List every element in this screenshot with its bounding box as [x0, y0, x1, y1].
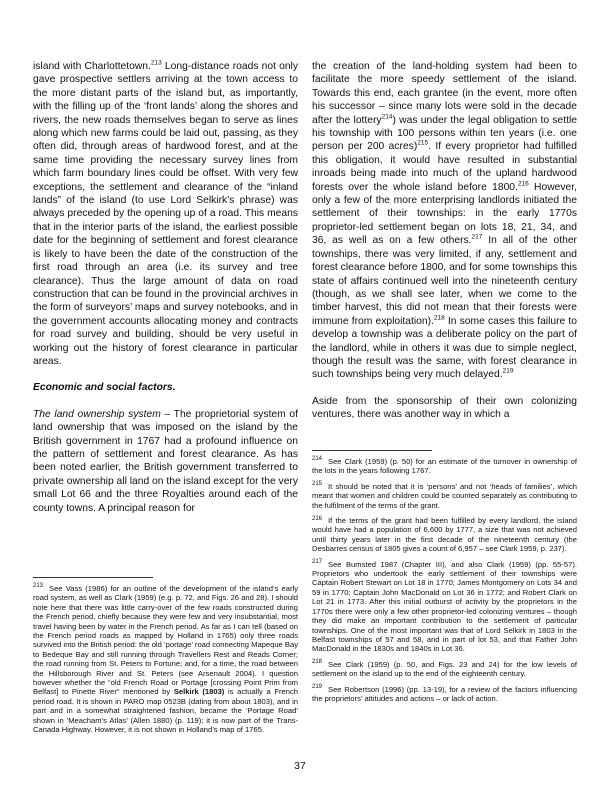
footnote-number: 219	[312, 684, 323, 690]
footnote-number: 218	[312, 659, 323, 666]
footnote: $^{214}$ See Clark (1959) (p. 50) for an estimate of the turnover in ownership of the lots in the years following 1767.	[312, 456, 577, 476]
footnote: $^{217}$ See Bumsted 1987 (Chapter III), and also Clark (1959) (pp. 55-57). Proprietors who undertook the early settlement of their townships were Captain Robert Stewart on Lot 18 in 1770; James Montgomery on Lots 34 and 59 in 1770; Captain John MacDonald on Lot 36 in 1772; and Robert Clark on Lot 21 in 1773. After this initial outburst of activity by the proprietors in the 1770s there were only a few other proprietor-led colonizing ventures – though they did make an important contribution to the settlement of particular townships. One of the most important was that of Lord Selkirk in 1803 in the Belfast townships of 57 and 58, and in part of lot 53, and that Father John MacDonald in the 1830s and 1840s in Lot 36.	[312, 559, 577, 654]
body-paragraph: The land ownership system – The proprietorial system of land ownership that was imposed on the island by the British government in 1767 had a profound influence on the pattern of settlement and forest clearance. As has been noted earlier, the British government transferred to private ownership all land on the island except for the very small Lot 66 and the three Royalties around each of the county towns. A principal reason for	[33, 408, 299, 514]
section-heading: Economic and social factors.	[33, 382, 176, 394]
footnote-ref: 217	[471, 233, 483, 241]
footnote: $^{213}$ See Vass (1986) for an outline of the development of the island’s early road system, as well as Clark (1959) (e.g. p. 72, and Figs. 26 and 28). I should note here that there was little carry-over of the few roads constructed during the French period, chiefly because they were few and very insubstantial, most travel having been by water in the French period. As far as I can tell (based on the French period roads as mapped by Holland in 1765) only three roads survived into the British period: the old ‘portage’ road connecting Mapeque Bay to Bedeque Bay and still running through Travellers Rest and Reads Corner; the road running from St. Peters to Fortune; and, for a time, the road between the Hillsborough River and St. Peters (see Arsenault 2004). I question however whether the “old French Road or Portage [crossing Point Prim from Belfast] to Pinette River” mentioned by Selkirk (1803) is actually a French period road. It is shown in PARO map 0523B (dating from about 1803), and in part and in a somewhat straightened fashion, became the ‘Portage Road’ shown in ‘Meacham’s Atlas’ (Allen 1880) (p. 119); it is now part of the Trans-Canada Highway. However, it is not shown in Holland’s map of 1765.	[33, 583, 298, 735]
body-paragraph: island with Charlottetown.$^{213}$ Long-distance roads not only gave prospective settlers arriving at the town access to the more distant parts of the island but, as importantly, with the filling up of the ‘front lands’ along the shores and rivers, the new roads themselves began to serve as lines along which new farms could be laid out, passing, as they often did, through areas of hardwood forest, and at the same time providing the necessary survey lines from which farm boundary lines could be offset. With very few exceptions, the settlement and clearance of the “inland lands” of the island (to use Lord Selkirk’s phrase) was always preceded by the opening up of a road. This means that in the interior parts of the island, the earliest possible date for the beginning of settlement and forest clearance is likely to have been the date of the construction of the first road through an area (i.e. its survey and tree clearance). Thus the large amount of data on road construction that can be found in the provincial archives in the form of surveyors’ maps and survey notebooks, and in the government accounts allocating money and contracts for road survey and building, should be very useful in working out the history of forest clearance in particular areas.	[33, 59, 298, 367]
body-paragraph: Aside from the sponsorship of their own colonizing ventures, there was another way in which a	[312, 395, 577, 421]
footnote-ref: 216	[517, 180, 529, 188]
left-footnotes	[33, 577, 298, 735]
footnote-divider	[312, 450, 432, 451]
footnote-number: 217	[312, 559, 323, 566]
right-column	[312, 60, 577, 422]
footnote: $^{216}$ If the terms of the grant had been fulfilled by every landlord, the island would have had a population of 6,600 by 1777, a size that was not achieved until thirty years later in the first decade of the nineteenth century (the Desbarres census of 1805 gives a count of 6,957 – see Clark 1959, p. 237).	[312, 515, 577, 554]
footnote-ref: 215	[417, 140, 429, 148]
footnote-ref: 219	[502, 367, 514, 375]
footnote-number: 213	[33, 583, 44, 590]
footnote: $^{215}$ It should be noted that it is ‘persons’ and not ‘heads of families’, which meant that women and children could be counted separately as contributing to the fulfilment of the terms of the grant.	[312, 481, 577, 510]
footnote-ref: 214	[381, 113, 393, 121]
footnote-number: 214	[312, 456, 323, 463]
left-column	[33, 60, 298, 515]
right-footnotes	[312, 450, 577, 703]
footnote-ref: 218	[433, 314, 445, 322]
footnote-divider	[33, 577, 153, 578]
body-paragraph: the creation of the land-holding system had been to facilitate the more speedy settlement of the island. Towards this end, each grantee (in the event, more often his successor – since many lots were sold in the decade after the lottery$^{214}$) was under the legal obligation to settle his township with 100 persons within ten years (i.e. one person per 200 acres)$^{215}$. If every proprietor had fulfilled this obligation, it would have resulted in substantial inroads being made into much of the upland hardwood forests over the whole island before 1800.$^{216}$ However, only a few of the more enterprising landlords initiated the settlement of their townships: in the early 1770s proprietor-led settlement began on lots 18, 21, 34, and 36, as well as on a few others.$^{217}$ In all of the other townships, there was very limited, if any, settlement and forest clearance before 1800, and for some townships this state of affairs continued well into the nineteenth century (though, as we shall see later, when we come to the timber harvest, this did not mean that their forests were immune from exploitation).$^{218}$ In some cases this failure to develop a township was a deliberate policy on the part of the landlord, while in others it was due to simple neglect, though the result was the same, with forest clearance in such townships being very much delayed.$^{219}$	[312, 61, 578, 381]
footnote: $^{219}$ See Robertson (1996) (pp. 13-19), for a review of the factors influencing the proprietors’ attitudes and actions – or lack of action.	[312, 684, 577, 703]
footnote: $^{218}$ See Clark (1959) (p. 50, and Figs. 23 and 24) for the low levels of settlement on the island up to the end of the eighteenth century.	[312, 659, 577, 679]
footnote-number: 215	[312, 481, 323, 488]
footnote-ref: 213	[150, 59, 162, 67]
subheading: The land ownership system	[33, 408, 161, 420]
page-number: 37	[294, 760, 306, 772]
footnote-number: 216	[312, 515, 323, 522]
